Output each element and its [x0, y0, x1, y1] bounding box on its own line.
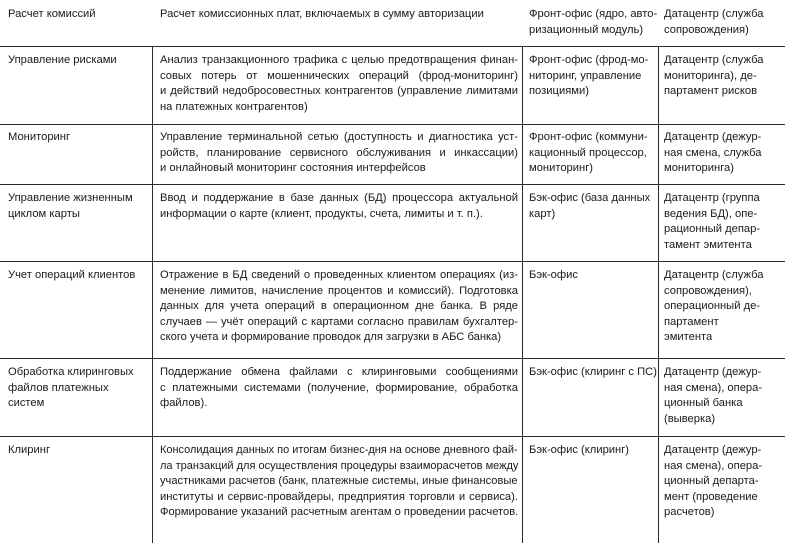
cell-text-line: Фронт-офис (коммуни-: [529, 131, 648, 143]
cell-text-line: ского учета и формирование проводок для загрузки в АБС банка): [160, 331, 502, 344]
cell-text-line: Клиринг: [8, 444, 51, 456]
description-cell: [160, 268, 518, 346]
cell-text-line: файлов).: [160, 397, 208, 410]
cell-text-line: мониторинга), де-: [664, 69, 757, 82]
description-cell: [160, 443, 518, 521]
cell-text-line: мент (проведение: [664, 490, 758, 503]
cell-text-line: систем: [8, 397, 45, 410]
cell-text-line: эмитента: [664, 331, 713, 344]
cell-text-line: ционный банка: [664, 397, 743, 410]
cell-text-line: Управление жизненным: [8, 192, 133, 204]
cell-text-line: Поддержание обмена файлами с клиринговыми сообщениями: [160, 366, 518, 378]
cell-text-line: Мониторинг: [8, 131, 71, 143]
cell-text-line: кационный процессор,: [529, 146, 647, 159]
system-cell: [529, 268, 657, 284]
cell-text-line: Датацентр (дежур-: [664, 366, 762, 378]
system-cell: [529, 130, 657, 177]
cell-text-line: циклом карты: [8, 207, 80, 220]
cell-text-line: Бэк-офис (клиринг с ПС): [529, 366, 657, 378]
cell-text-line: Бэк-офис: [529, 269, 578, 281]
cell-text-line: Фронт-офис (ядро, авто-: [529, 8, 658, 20]
cell-text-line: Фронт-офис (фрод-мо-: [529, 54, 649, 66]
cell-text-line: ная смена, служба: [664, 146, 762, 159]
cell-text-line: менение лимитов, начисление процентов и комиссий). Подготовка: [160, 284, 518, 297]
owner-cell: [664, 268, 780, 346]
cell-text-line: случаев — учёт операций с картами согласно правилам бухгалтер-: [160, 315, 518, 328]
cell-text-line: операционный де-: [664, 300, 761, 313]
cell-text-line: Отражение в БД сведений о проведенных клиентом операциях (из-: [160, 269, 518, 281]
process-cell: [8, 53, 146, 69]
owner-cell: [664, 443, 780, 521]
cell-text-line: тамент эмитента: [664, 238, 752, 251]
cell-text-line: ла транзакций для осуществления процедуры взаиморасчетов между: [160, 459, 519, 472]
cell-text-line: Обработка клиринговых: [8, 366, 134, 378]
cell-text-line: ниторинг, управление: [529, 69, 642, 82]
header-process-cell: [8, 7, 146, 23]
header-description-cell: [160, 7, 518, 23]
cell-text-line: (выверка): [664, 412, 716, 425]
cell-text-line: ризационный модуль): [529, 23, 644, 36]
cell-text-line: сопровождения),: [664, 284, 752, 297]
cell-text-line: Расчет комиссионных плат, включаемых в сумму авторизации: [160, 8, 484, 20]
cell-text-line: ведения БД), опе-: [664, 207, 758, 220]
description-cell: [160, 130, 518, 177]
owner-cell: [664, 53, 780, 100]
cell-text-line: Управление рисками: [8, 54, 117, 66]
owner-cell: [664, 191, 780, 253]
cell-text-line: Бэк-офис (база данных: [529, 192, 651, 204]
cell-text-line: рационный депар-: [664, 223, 761, 236]
system-cell: [529, 443, 657, 459]
cell-text-line: Датацентр (служба: [664, 54, 764, 66]
table-row: [0, 437, 785, 543]
system-cell: [529, 53, 657, 100]
cell-text-line: ная смена), опера-: [664, 459, 763, 472]
header-owner-cell: [664, 7, 780, 38]
cell-text-line: мониторинга): [664, 162, 734, 175]
cell-text-line: Датацентр (служба: [664, 269, 764, 281]
cell-text-line: Датацентр (служба: [664, 8, 764, 20]
cell-text-line: Консолидация данных по итогам бизнес-дня на основе дневного фай-: [160, 444, 518, 456]
table-row: [0, 185, 785, 262]
cell-text-line: Управление терминальной сетью (доступность и диагностика уст-: [160, 131, 518, 143]
table-row: [0, 359, 785, 437]
owner-cell: [664, 130, 780, 177]
cell-text-line: Датацентр (дежур-: [664, 131, 762, 143]
cell-text-line: Датацентр (группа: [664, 192, 760, 204]
process-cell: [8, 130, 146, 146]
cell-text-line: и действий недобросовестных контрагентов (управление лимитами: [160, 85, 518, 98]
cell-text-line: ная смена), опера-: [664, 381, 763, 394]
cell-text-line: институты и сервис-провайдеры, предприятия торговли и сервиса).: [160, 490, 518, 503]
cell-text-line: ройств, планирование сервисного обслуживания и инкассации): [160, 146, 518, 159]
cell-text-line: Анализ транзакционного трафика с целью предотвращения финан-: [160, 54, 518, 66]
cell-text-line: ционный департа-: [664, 475, 759, 488]
system-cell: [529, 365, 657, 381]
description-cell: [160, 53, 518, 115]
header-system-cell: [529, 7, 657, 38]
cell-text-line: партамент рисков: [664, 85, 758, 98]
column-divider: [152, 47, 153, 543]
cell-text-line: Датацентр (дежур-: [664, 444, 762, 456]
process-cell: [8, 191, 146, 222]
table-row: [0, 262, 785, 359]
cell-text-line: мониторинг): [529, 162, 594, 175]
cell-text-line: с платежными системами (получение, формирование, обработка: [160, 381, 518, 394]
cell-text-line: участниками расчетов (банк, платежные системы, иные финансовые: [160, 475, 518, 488]
cell-text-line: карт): [529, 207, 556, 220]
cell-text-line: расчетов): [664, 506, 715, 519]
cell-text-line: Учет операций клиентов: [8, 269, 136, 281]
cell-text-line: партамент: [664, 315, 719, 328]
cell-text-line: сопровождения): [664, 23, 749, 36]
description-cell: [160, 365, 518, 412]
cell-text-line: Ввод и поддержание в базе данных (БД) процессора актуальной: [160, 192, 518, 204]
column-divider: [522, 47, 523, 543]
cell-text-line: данных для учета операций в операционном дне банка. В ряде: [160, 300, 518, 313]
cell-text-line: позициями): [529, 85, 589, 98]
column-divider: [658, 47, 659, 543]
cell-text-line: информации о карте (клиент, продукты, счета, лимиты и т. п.).: [160, 207, 483, 220]
process-cell: [8, 268, 146, 284]
cell-text-line: Расчет комиссий: [8, 8, 96, 20]
description-cell: [160, 191, 518, 222]
table-header-row: [0, 0, 785, 47]
cell-text-line: Бэк-офис (клиринг): [529, 444, 630, 456]
process-cell: [8, 365, 146, 412]
cell-text-line: и онлайновый мониторинг состояния интерфейсов: [160, 162, 426, 175]
cell-text-line: Формирование указаний расчетным агентам о проведении расчетов.: [160, 506, 519, 519]
table-row: [0, 125, 785, 185]
owner-cell: [664, 365, 780, 427]
system-cell: [529, 191, 657, 222]
table-row: [0, 47, 785, 125]
cell-text-line: файлов платежных: [8, 381, 109, 394]
cell-text-line: совых потерь от мошеннических операций (фрод-мониторинг): [160, 69, 518, 82]
process-cell: [8, 443, 146, 459]
cell-text-line: на платежных контрагентов): [160, 100, 308, 113]
